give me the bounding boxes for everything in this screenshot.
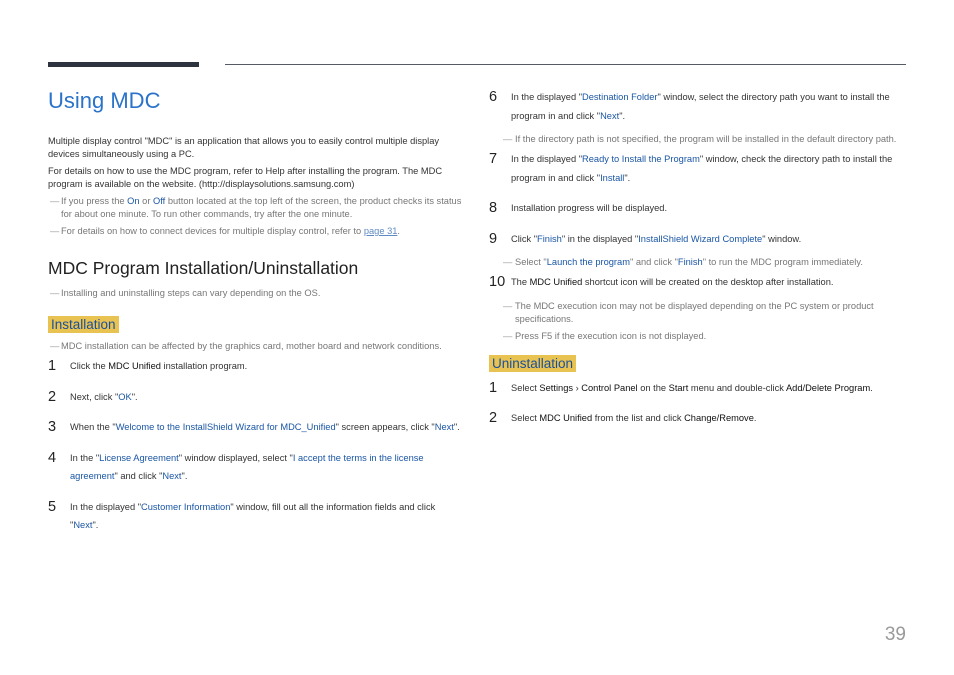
- note-dash: ―: [503, 134, 513, 144]
- note-dash: ―: [503, 330, 513, 341]
- left-column: [48, 135, 466, 535]
- install-step-4: 4 In the "License Agreement" window displayed, select "I accept the terms in the license agreement" and click "Next".: [48, 449, 424, 481]
- header-rule: [225, 64, 906, 65]
- note-launch-program: ― Select "Launch the program" and click "Finish" to run the MDC program immediately.: [503, 257, 863, 267]
- note-on-off: ― If you press the On or Off button located at the top left of the screen, the product checks its status for about one minute. To run other commands, try after the one minute.: [50, 196, 462, 219]
- install-step-3: 3 When the "Welcome to the InstallShield Wizard for MDC_Unified" screen appears, click "Next".: [48, 419, 460, 435]
- install-step-7: 7 In the displayed "Ready to Install the Program" window, check the directory path to install the program in and click "Install".: [489, 151, 893, 183]
- right-column: [489, 88, 909, 428]
- note-execution-icon: ― The MDC execution icon may not be displayed depending on the PC system or product specifications.: [503, 300, 874, 324]
- note-press-f5: ― Press F5 if the execution icon is not displayed.: [503, 330, 707, 341]
- page-31-link[interactable]: page 31: [363, 226, 398, 236]
- intro-paragraph-2: For details on how to use the MDC program, refer to Help after installing the program. The MDC program is available on the website. (http://displaysolutions.samsung.com): [48, 166, 443, 189]
- off-button-label: Off: [153, 196, 166, 206]
- page-title: Using MDC: [48, 88, 161, 113]
- install-step-1: 1 Click the MDC Unified installation program.: [48, 358, 248, 374]
- page-number: 39: [884, 624, 906, 645]
- on-button-label: On: [127, 196, 140, 206]
- note-dash: ―: [50, 226, 60, 236]
- installation-heading: Installation: [48, 316, 119, 333]
- install-step-5: 5 In the displayed "Customer Information" window, fill out all the information fields and click "Next".: [48, 498, 436, 530]
- note-dash: ―: [503, 257, 513, 267]
- install-step-2: 2 Next, click "OK".: [48, 388, 138, 405]
- note-installation-hardware: ― MDC installation can be affected by the graphics card, mother board and network conditions.: [50, 341, 442, 351]
- header-bar-thick: [48, 62, 199, 67]
- install-step-6: 6 In the displayed "Destination Folder" window, select the directory path you want to install the program in and click "Next".: [489, 89, 890, 121]
- note-dash: ―: [503, 300, 513, 311]
- note-connect-devices: ― For details on how to connect devices for multiple display control, refer to page 31.: [50, 226, 401, 236]
- note-dash: ―: [50, 341, 60, 351]
- section-heading: MDC Program Installation/Uninstallation: [48, 258, 359, 278]
- note-os-steps: ― Installing and uninstalling steps can vary depending on the OS.: [50, 288, 321, 298]
- uninstall-step-1: 1 Select Settings › Control Panel on the Start menu and double-click Add/Delete Program.: [489, 379, 873, 396]
- uninstallation-heading: Uninstallation: [489, 355, 576, 372]
- install-step-8: 8 Installation progress will be displayed.: [489, 200, 668, 216]
- note-directory-path: ― If the directory path is not specified, the program will be installed in the default directory path.: [503, 134, 897, 144]
- install-step-10: 10 The MDC Unified shortcut icon will be created on the desktop after installation.: [489, 274, 834, 290]
- note-dash: ―: [50, 288, 60, 298]
- intro-paragraph-1: Multiple display control "MDC" is an application that allows you to easily control multiple display devices simultaneously using a PC.: [48, 136, 440, 159]
- install-step-9: 9 Click "Finish" in the displayed "InstallShield Wizard Complete" window.: [489, 230, 802, 247]
- uninstall-step-2: 2 Select MDC Unified from the list and click Change/Remove.: [489, 410, 757, 426]
- note-dash: ―: [50, 196, 60, 206]
